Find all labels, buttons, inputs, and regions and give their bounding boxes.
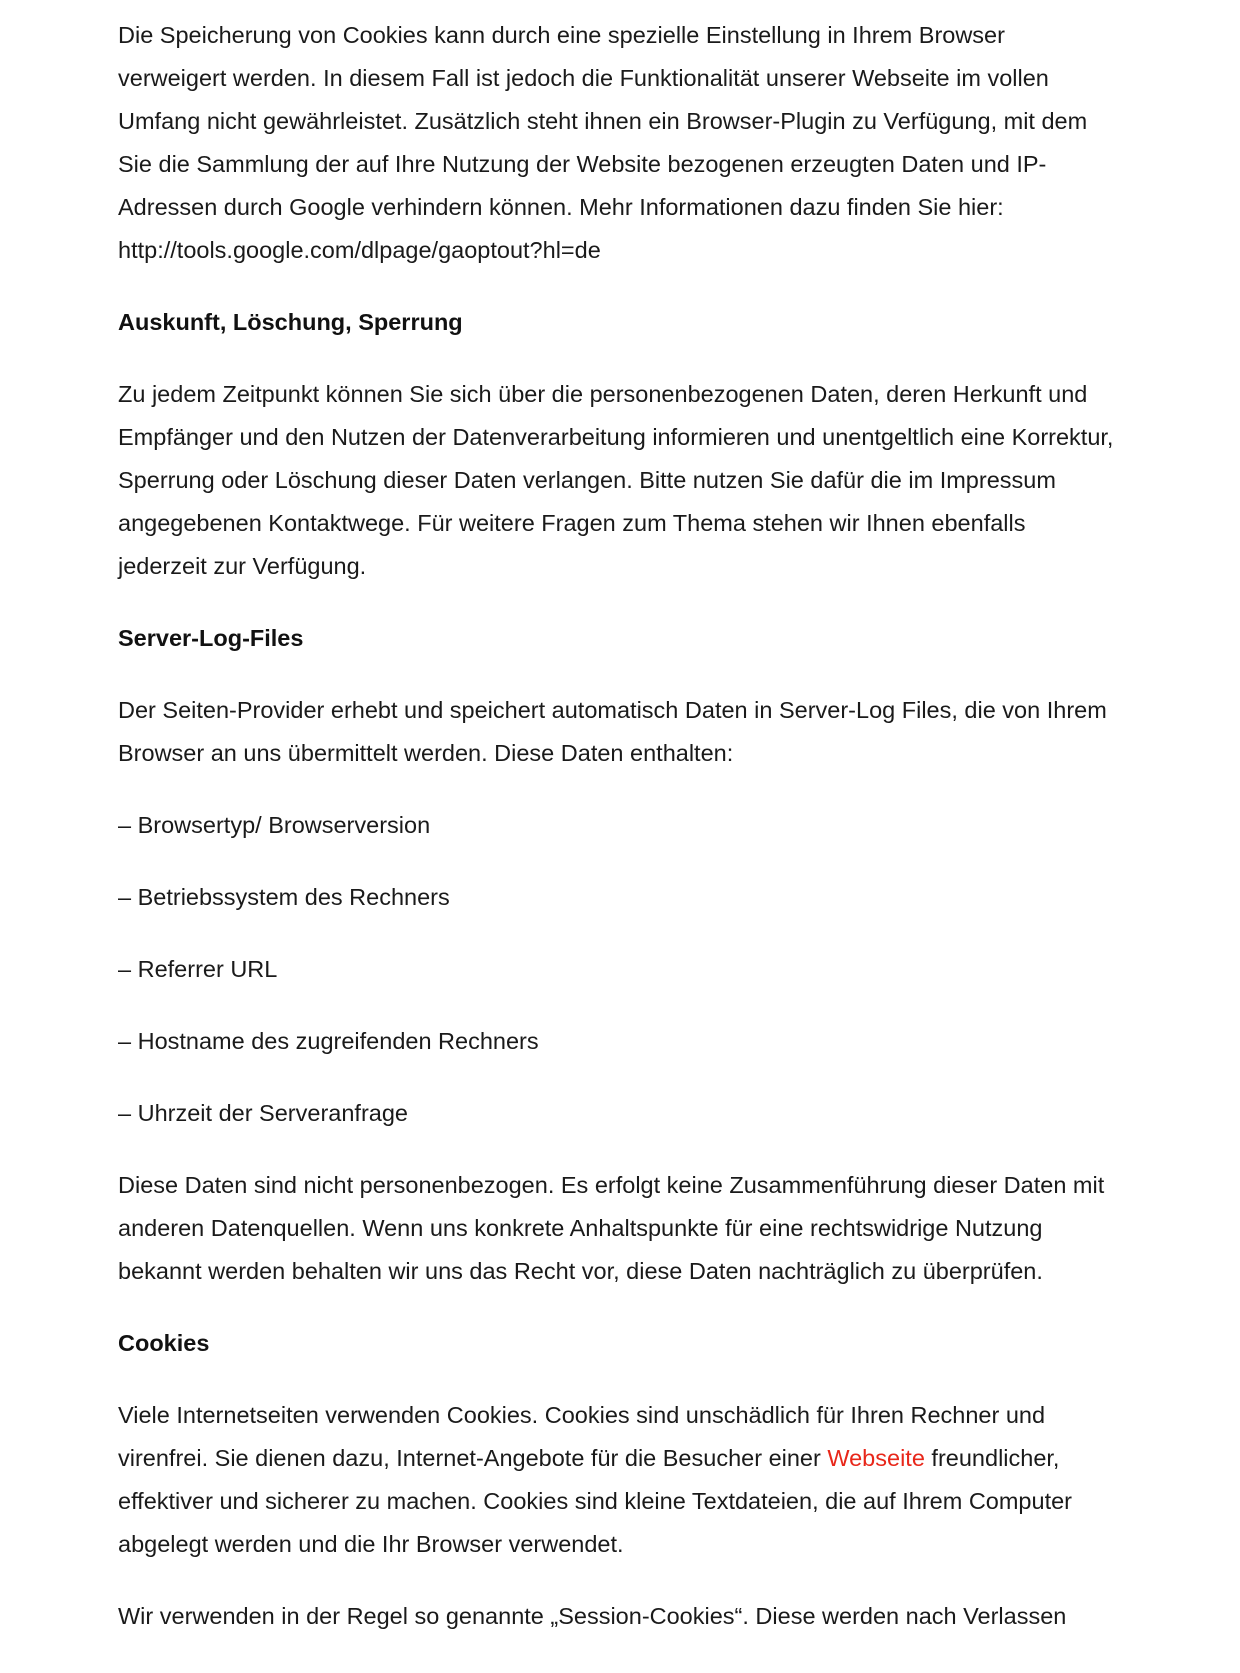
text-line: Viele Internetseiten verwenden Cookies. Cookies sind unschädlich für Ihren Rechner und: [118, 1402, 1046, 1428]
heading-server-log-files: Server-Log-Files: [118, 625, 304, 651]
text-line: jederzeit zur Verfügung.: [118, 553, 367, 579]
text-line: Die Speicherung von Cookies kann durch eine spezielle Einstellung in Ihrem Browser: [118, 22, 1005, 48]
text-line: Der Seiten-Provider erhebt und speichert automatisch Daten in Server-Log Files, die von Ihrem: [118, 697, 1107, 723]
text-line: Browser an uns übermittelt werden. Diese Daten enthalten:: [118, 740, 734, 766]
text-line: Sie die Sammlung der auf Ihre Nutzung der Website bezogenen erzeugten Daten und IP-: [118, 151, 1047, 177]
session-cookies-paragraph: [118, 1595, 1188, 1638]
logfiles-outro-paragraph: [118, 1164, 1188, 1293]
cookies-paragraph: [118, 1394, 1188, 1566]
intro-paragraph: [118, 14, 1188, 272]
text-line: bekannt werden behalten wir uns das Recht vor, diese Daten nachträglich zu überprüfen.: [118, 1258, 1043, 1284]
text-line: Adressen durch Google verhindern können. Mehr Informationen dazu finden Sie hier:: [118, 194, 1004, 220]
text-line: verweigert werden. In diesem Fall ist jedoch die Funktionalität unserer Webseite im vollen: [118, 65, 1049, 91]
list-item: – Betriebssystem des Rechners: [118, 884, 450, 910]
text-line: Empfänger und den Nutzen der Datenverarbeitung informieren und unentgeltlich eine Korrektur,: [118, 424, 1114, 450]
text-line: effektiver und sicherer zu machen. Cookies sind kleine Textdateien, die auf Ihrem Computer: [118, 1488, 1072, 1514]
text-line: Zu jedem Zeitpunkt können Sie sich über die personenbezogenen Daten, deren Herkunft und: [118, 381, 1088, 407]
text-line: Diese Daten sind nicht personenbezogen. Es erfolgt keine Zusammenführung dieser Daten mit: [118, 1172, 1105, 1198]
text-line: anderen Datenquellen. Wenn uns konkrete Anhaltspunkte für eine rechtswidrige Nutzung: [118, 1215, 1043, 1241]
text-line: angegebenen Kontaktwege. Für weitere Fragen zum Thema stehen wir Ihnen ebenfalls: [118, 510, 1026, 536]
list-item: – Browsertyp/ Browserversion: [118, 812, 431, 838]
list-item: – Uhrzeit der Serveranfrage: [118, 1100, 408, 1126]
list-item: – Hostname des zugreifenden Rechners: [118, 1028, 539, 1054]
text-fragment: virenfrei. Sie dienen dazu, Internet-Angebote für die Besucher einer: [118, 1445, 828, 1471]
auskunft-paragraph: [118, 373, 1188, 588]
heading-auskunft: Auskunft, Löschung, Sperrung: [118, 309, 463, 335]
text-line: Sperrung oder Löschung dieser Daten verlangen. Bitte nutzen Sie dafür die im Impressum: [118, 467, 1056, 493]
text-line-with-link: [118, 1437, 1188, 1480]
heading-cookies: Cookies: [118, 1330, 210, 1356]
text-line: abgelegt werden und die Ihr Browser verwendet.: [118, 1531, 624, 1557]
logfiles-intro-paragraph: [118, 689, 1188, 775]
list-item: – Referrer URL: [118, 956, 278, 982]
webseite-link[interactable]: Webseite: [827, 1445, 925, 1471]
optout-url: http://tools.google.com/dlpage/gaoptout?hl=de: [118, 237, 601, 263]
text-fragment: freundlicher,: [924, 1445, 1060, 1471]
text-line: Wir verwenden in der Regel so genannte „Session-Cookies“. Diese werden nach Verlassen: [118, 1603, 1067, 1629]
text-line: Umfang nicht gewährleistet. Zusätzlich steht ihnen ein Browser-Plugin zu Verfügung, mit dem: [118, 108, 1088, 134]
document-page: [118, 14, 1188, 1667]
